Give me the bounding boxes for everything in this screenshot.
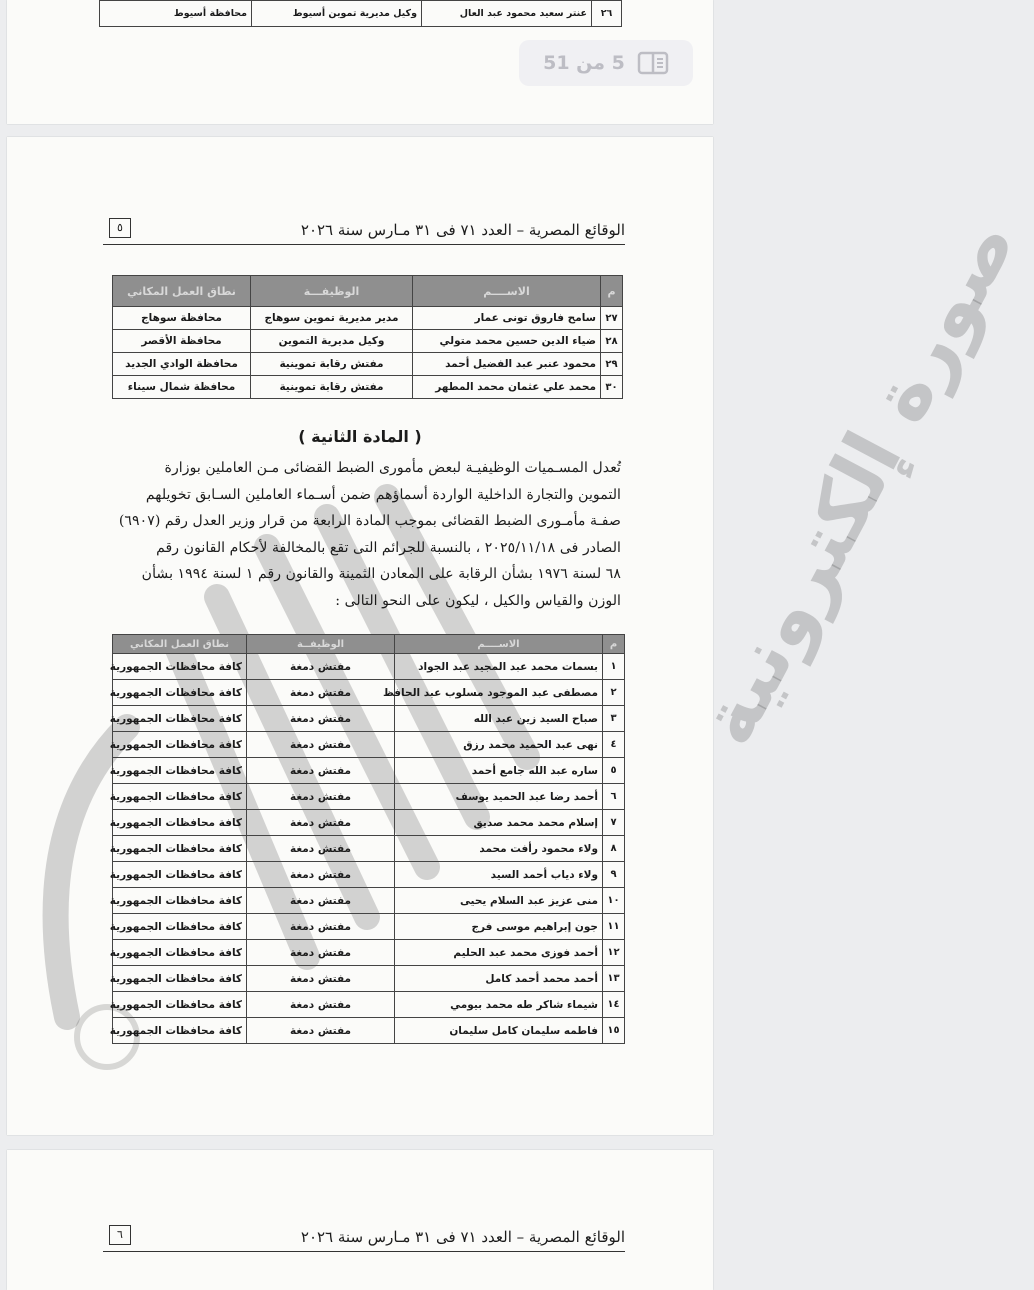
row-area: كافة محافظات الجمهورية xyxy=(113,706,247,732)
table-row xyxy=(113,862,625,888)
row-position: مفتش دمغة xyxy=(247,680,395,706)
row-number: ٦ xyxy=(603,784,625,810)
row-position: وكيل مديرية تموين أسيوط xyxy=(252,1,422,27)
row-position: مفتش دمغة xyxy=(247,654,395,680)
table-row xyxy=(113,307,623,330)
table-row xyxy=(113,966,625,992)
row-area: كافة محافظات الجمهورية xyxy=(113,810,247,836)
page-indicator[interactable] xyxy=(519,40,693,86)
body-line: ٦٨ لسنة ١٩٧٦ بشأن الرقابة على المعادن الثمينة والقانون رقم ١ لسنة ١٩٩٤ بشأن xyxy=(141,566,621,582)
row-number: ١٤ xyxy=(603,992,625,1018)
body-line: تُعدل المسـميات الوظيفيـة لبعض مأمورى الضبط القضائى مـن العاملين بوزارة xyxy=(164,460,621,476)
row-position: مفتش دمغة xyxy=(247,784,395,810)
table-row xyxy=(113,353,623,376)
article-title: ( المادة الثانية ) xyxy=(298,427,422,446)
table-row xyxy=(113,330,623,353)
table-row xyxy=(113,680,625,706)
row-position: وكيل مديرية التموين xyxy=(251,330,413,353)
next-header-title: الوقائع المصرية – العدد ٧١ فى ٣١ مـارس سنة ٢٠٢٦ xyxy=(300,1228,625,1246)
row-name: منى عزيز عبد السلام يحيى xyxy=(395,888,603,914)
row-name: سامح فاروق تونى عمار xyxy=(413,307,601,330)
row-number: ١١ xyxy=(603,914,625,940)
row-area: كافة محافظات الجمهورية xyxy=(113,862,247,888)
row-number: ١٥ xyxy=(603,1018,625,1044)
page-header xyxy=(103,216,625,245)
row-area: كافة محافظات الجمهورية xyxy=(113,914,247,940)
row-area: كافة محافظات الجمهورية xyxy=(113,888,247,914)
header-area: نطاق العمل المكاني xyxy=(113,635,247,654)
row-name: مصطفى عبد الموجود مسلوب عبد الحافظ xyxy=(395,680,603,706)
row-name: محمد علي عثمان محمد المطهر xyxy=(413,376,601,399)
row-name: فاطمه سليمان كامل سليمان xyxy=(395,1018,603,1044)
row-name: بسمات محمد عبد المجيد عبد الجواد xyxy=(395,654,603,680)
row-position: مفتش دمغة xyxy=(247,758,395,784)
previous-page xyxy=(7,0,713,124)
row-name: عنتر سعيد محمود عبد العال xyxy=(422,1,592,27)
row-name: أحمد رضا عبد الحميد يوسف xyxy=(395,784,603,810)
row-position: مفتش دمغة xyxy=(247,888,395,914)
row-number: ٣٠ xyxy=(601,376,623,399)
document-page xyxy=(7,137,1034,1135)
row-number: ٢٧ xyxy=(601,307,623,330)
header-area: نطاق العمل المكاني xyxy=(113,276,251,307)
row-area: كافة محافظات الجمهورية xyxy=(113,784,247,810)
header-num: م xyxy=(601,276,623,307)
row-name: ساره عبد الله جامع أحمد xyxy=(395,758,603,784)
row-name: أحمد فوزى محمد عبد الحليم xyxy=(395,940,603,966)
row-position: مفتش دمغة xyxy=(247,706,395,732)
row-area: كافة محافظات الجمهورية xyxy=(113,940,247,966)
row-area: كافة محافظات الجمهورية xyxy=(113,654,247,680)
previous-page-table xyxy=(99,0,622,27)
table-row xyxy=(113,784,625,810)
row-area: كافة محافظات الجمهورية xyxy=(113,966,247,992)
row-name: محمود عنبر عبد الفضيل أحمد xyxy=(413,353,601,376)
row-number: ٥ xyxy=(603,758,625,784)
book-pages-icon xyxy=(637,51,669,75)
header-position: الوظيفــة xyxy=(247,635,395,654)
row-area: محافظة الوادي الجديد xyxy=(113,353,251,376)
row-position: مفتش دمغة xyxy=(247,836,395,862)
row-position: مفتش دمغة xyxy=(247,732,395,758)
row-name: أحمد محمد أحمد كامل xyxy=(395,966,603,992)
row-name: صباح السيد زين عبد الله xyxy=(395,706,603,732)
row-number: ٣ xyxy=(603,706,625,732)
row-position: مفتش رقابة تموينية xyxy=(251,376,413,399)
table-row xyxy=(113,1018,625,1044)
row-area: كافة محافظات الجمهورية xyxy=(113,758,247,784)
body-line: التموين والتجارة الداخلية الواردة أسماؤهم ضمن أسـماء العاملين السـابق تخويلهم xyxy=(145,486,621,503)
page-number: ٥ xyxy=(109,218,131,238)
row-name: إسلام محمد محمد صديق xyxy=(395,810,603,836)
row-name: شيماء شاكر طه محمد بيومي xyxy=(395,992,603,1018)
row-number: ١٣ xyxy=(603,966,625,992)
row-position: مفتش دمغة xyxy=(247,914,395,940)
row-number: ٤ xyxy=(603,732,625,758)
row-name: ضياء الدين حسين محمد متولي xyxy=(413,330,601,353)
table-row xyxy=(113,758,625,784)
body-line: صفـة مأمـورى الضبط القضائى بموجب المادة الرابعة من قرار وزير العدل رقم (٦٩٠٧) xyxy=(118,513,621,529)
row-number: ١٠ xyxy=(603,888,625,914)
row-number: ١٢ xyxy=(603,940,625,966)
row-number: ٢٦ xyxy=(592,1,622,27)
row-name: ولاء دياب أحمد السيد xyxy=(395,862,603,888)
table-header-row xyxy=(113,635,625,654)
table-row xyxy=(113,706,625,732)
row-name: جون إبراهيم موسى فرج xyxy=(395,914,603,940)
page-indicator-label: 5 من 51 xyxy=(543,52,625,74)
row-number: ٨ xyxy=(603,836,625,862)
header-name: الاســــم xyxy=(395,635,603,654)
table-row xyxy=(113,836,625,862)
row-position: مفتش رقابة تموينية xyxy=(251,353,413,376)
row-area: محافظة الأقصر xyxy=(113,330,251,353)
table-row xyxy=(113,940,625,966)
row-position: مفتش دمغة xyxy=(247,1018,395,1044)
row-position: مفتش دمغة xyxy=(247,940,395,966)
table-row xyxy=(113,654,625,680)
next-page xyxy=(7,1150,713,1290)
article-body xyxy=(101,455,621,614)
row-name: نهى عبد الحميد محمد رزق xyxy=(395,732,603,758)
body-line: الوزن والقياس والكيل ، ليكون على النحو التالى : xyxy=(335,592,621,609)
table-row xyxy=(113,732,625,758)
table2-body xyxy=(109,654,625,1044)
header-title: الوقائع المصرية – العدد ٧١ فى ٣١ مـارس سنة ٢٠٢٦ xyxy=(300,221,625,239)
row-name: ولاء محمود رأفت محمد xyxy=(395,836,603,862)
row-area: كافة محافظات الجمهورية xyxy=(113,992,247,1018)
row-position: مفتش دمغة xyxy=(247,810,395,836)
row-position: مفتش دمغة xyxy=(247,862,395,888)
table-row xyxy=(113,376,623,399)
table-row xyxy=(100,1,622,27)
row-number: ١ xyxy=(603,654,625,680)
header-num: م xyxy=(603,635,625,654)
row-number: ٧ xyxy=(603,810,625,836)
row-number: ٢٩ xyxy=(601,353,623,376)
table-row xyxy=(113,810,625,836)
table-row xyxy=(113,888,625,914)
row-number: ٩ xyxy=(603,862,625,888)
row-area: كافة محافظات الجمهورية xyxy=(113,680,247,706)
row-position: مفتش دمغة xyxy=(247,992,395,1018)
next-page-header xyxy=(103,1223,625,1252)
table-row xyxy=(113,914,625,940)
table-header-row xyxy=(113,276,623,307)
row-area: محافظة سوهاج xyxy=(113,307,251,330)
row-number: ٢٨ xyxy=(601,330,623,353)
stamp-inspectors-table xyxy=(109,634,625,1044)
watermark-text: صورة إلكترونية xyxy=(681,204,1034,760)
table-row xyxy=(113,992,625,1018)
row-number: ٢ xyxy=(603,680,625,706)
header-name: الاســــم xyxy=(413,276,601,307)
row-position: مفتش دمغة xyxy=(247,966,395,992)
officers-table-continued xyxy=(112,275,623,399)
row-position: مدير مديرية تموين سوهاج xyxy=(251,307,413,330)
header-position: الوظيفـــة xyxy=(251,276,413,307)
row-area: كافة محافظات الجمهورية xyxy=(113,1018,247,1044)
body-line: الصادر فى ٢٠٢٥/١١/١٨ ، بالنسبة للجرائم التى تقع بالمخالفة لأحكام القانون رقم xyxy=(156,539,621,556)
table1-body xyxy=(113,307,623,399)
row-area: كافة محافظات الجمهورية xyxy=(113,732,247,758)
row-area: كافة محافظات الجمهورية xyxy=(113,836,247,862)
row-area: محافظة شمال سيناء xyxy=(113,376,251,399)
row-area: محافظة أسيوط xyxy=(100,1,252,27)
next-page-number: ٦ xyxy=(109,1225,131,1245)
